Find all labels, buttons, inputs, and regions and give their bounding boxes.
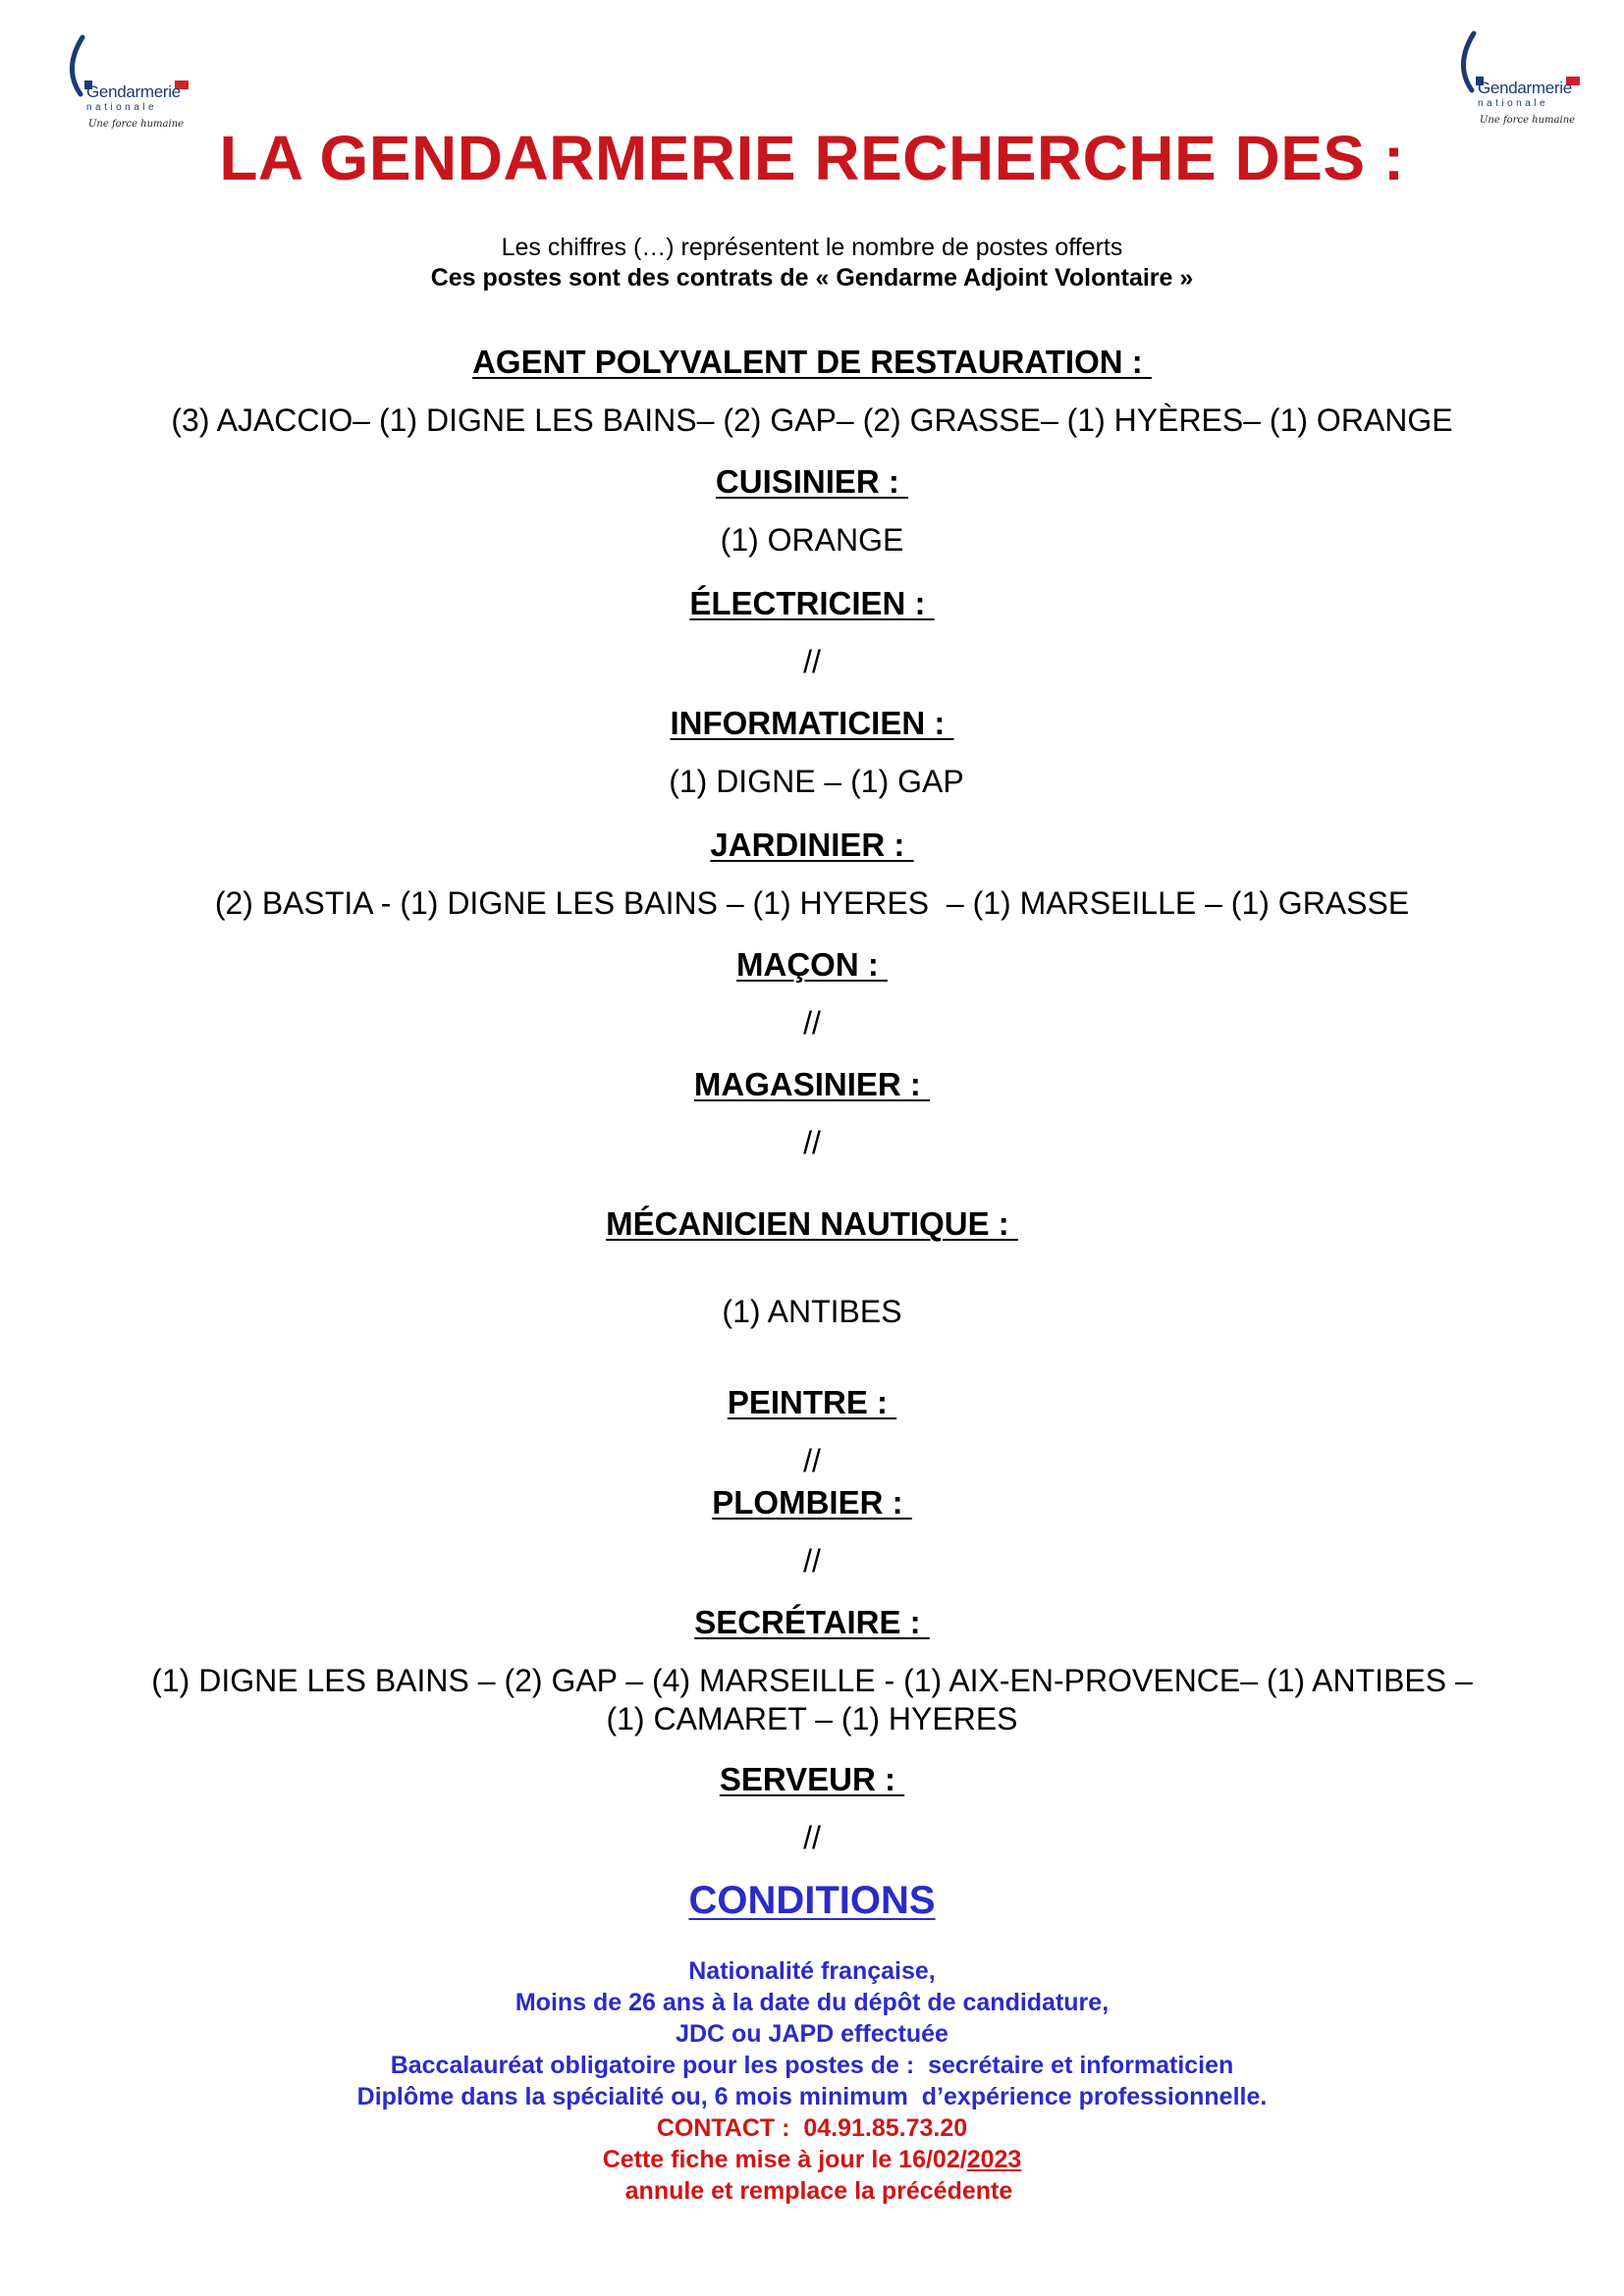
job-title-macon: MAÇON : — [736, 946, 888, 983]
job-locations-electricien: // — [803, 644, 821, 679]
job-locations-secretaire-2: (1) CAMARET – (1) HYERES — [606, 1701, 1018, 1736]
job-locations-secretaire-1: (1) DIGNE LES BAINS – (2) GAP – (4) MARSEILLE - (1) AIX-EN-PROVENCE– (1) ANTIBES – — [151, 1663, 1473, 1698]
job-locations-plombier: // — [803, 1543, 821, 1578]
update-line — [0, 2146, 1624, 2174]
job-locations-serveur: // — [803, 1820, 821, 1855]
condition-line: Nationalité française, — [688, 1957, 936, 1985]
job-title-magasinier: MAGASINIER : — [693, 1066, 931, 1102]
job-locations-magasinier: // — [803, 1125, 821, 1160]
job-title-cuisinier: CUISINIER : — [715, 463, 909, 500]
intro-line-2: Ces postes sont des contrats de « Gendarme Adjoint Volontaire » — [430, 264, 1194, 292]
job-locations-peintre: // — [803, 1443, 821, 1478]
logo-sub: nationale — [86, 102, 158, 113]
condition-line: Moins de 26 ans à la date du dépôt de candidature, — [514, 1989, 1110, 2016]
logo-sub: nationale — [1478, 98, 1549, 109]
conditions-title: CONDITIONS — [688, 1879, 936, 1922]
job-title-serveur: SERVEUR : — [719, 1761, 905, 1797]
job-locations-informaticien: (1) DIGNE – (1) GAP — [660, 764, 964, 799]
job-title-electricien: ÉLECTRICIEN : — [689, 585, 935, 621]
logo-motto: Une force humaine — [88, 119, 185, 130]
intro-line-1: Les chiffres (…) représentent le nombre de postes offerts — [501, 234, 1123, 261]
job-locations-macon: // — [803, 1005, 821, 1041]
update-prefix: Cette fiche mise à jour le 16/02/ — [602, 2146, 967, 2173]
logo-motto: Une force humaine — [1480, 115, 1576, 126]
job-locations-mecanicien-nautique: (1) ANTIBES — [722, 1294, 902, 1329]
job-title-restauration: AGENT POLYVALENT DE RESTAURATION : — [472, 344, 1152, 380]
logo-brand: Gendarmerie — [86, 82, 181, 101]
job-title-peintre: PEINTRE : — [727, 1384, 897, 1420]
job-locations-cuisinier: (1) ORANGE — [720, 522, 904, 558]
condition-line: Baccalauréat obligatoire pour les postes de : secrétaire et informaticien — [390, 2052, 1234, 2079]
job-title-plombier: PLOMBIER : — [712, 1484, 912, 1521]
replace-line: annule et remplace la précédente — [611, 2177, 1013, 2205]
job-locations-restauration: (3) AJACCIO– (1) DIGNE LES BAINS– (2) GAP– (2) GRASSE– (1) HYÈRES– (1) ORANGE — [171, 402, 1453, 438]
job-title-secretaire: SECRÉTAIRE : — [694, 1604, 930, 1640]
job-title-mecanicien-nautique: MÉCANICIEN NAUTIQUE : — [606, 1205, 1018, 1242]
page-title: LA GENDARMERIE RECHERCHE DES : — [219, 123, 1405, 193]
logo-brand: Gendarmerie — [1478, 79, 1572, 97]
update-year: 2023 — [966, 2146, 1022, 2173]
contact-line: CONTACT : 04.91.85.73.20 — [656, 2114, 968, 2142]
job-title-informaticien: INFORMATICIEN : — [670, 705, 954, 741]
job-title-jardinier: JARDINIER : — [710, 827, 914, 863]
job-locations-jardinier: (2) BASTIA - (1) DIGNE LES BAINS – (1) HYERES – (1) MARSEILLE – (1) GRASSE — [214, 885, 1410, 921]
condition-line: JDC ou JAPD effectuée — [676, 2020, 948, 2048]
condition-line: Diplôme dans la spécialité ou, 6 mois minimum d’expérience professionnelle. — [356, 2083, 1268, 2110]
